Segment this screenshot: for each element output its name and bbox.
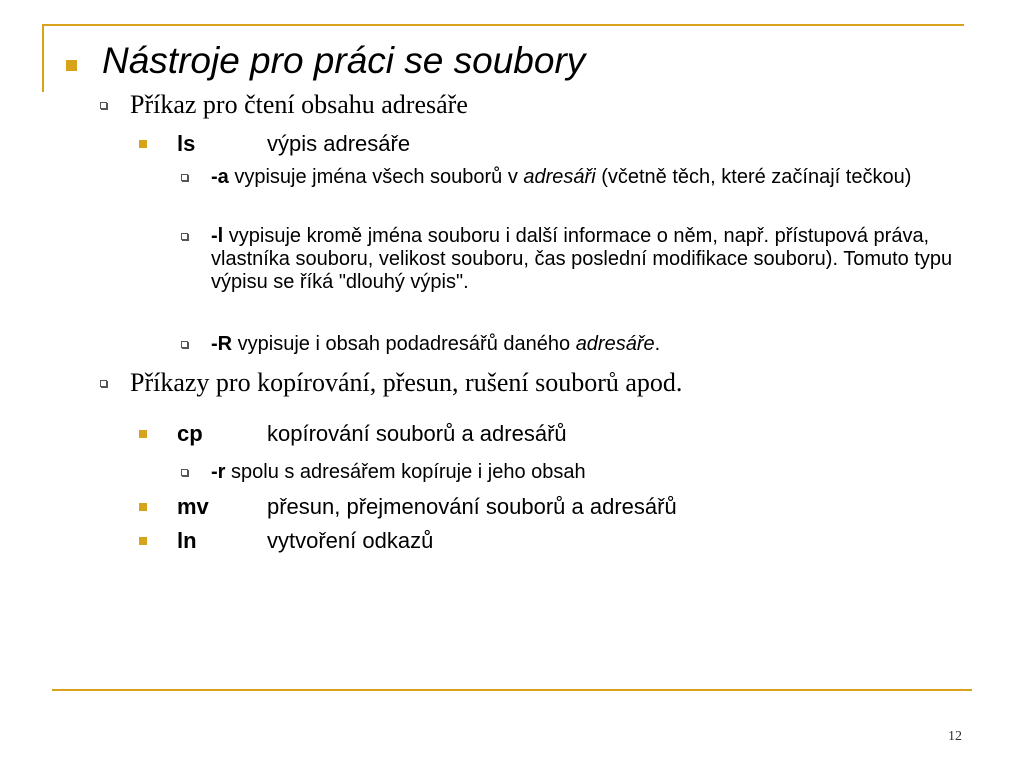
frame-bottom-rule [52,689,972,691]
ls-description: výpis adresáře [267,131,411,156]
frame-top-rule [42,24,964,26]
option-text: (včetně těch, které začínají tečkou) [595,166,912,188]
cp-option-r-text [211,461,961,484]
box-bullet-icon [181,469,188,476]
option-flag: -a [211,166,229,188]
page-number: 12 [948,729,962,744]
option-flag: -l [211,225,224,247]
ls-command: ls [177,131,196,156]
option-text: vypisuje kromě jména souboru i další informace o něm, např. přístupová práva, vlastníka souboru, velikost souboru, čas poslední modifikace souboru). Tomuto typu výpisu se říká "dlouhý výpis". [211,225,953,293]
box-bullet-icon [181,174,188,181]
ln-description: vytvoření odkazů [267,528,434,553]
cp-description: kopírování souborů a adresářů [267,421,567,446]
mv-description: přesun, přejmenování souborů a adresářů [267,494,677,519]
option-text: . [654,333,661,355]
cp-command: cp [177,421,203,446]
square-bullet-icon [139,430,147,438]
box-bullet-icon [181,341,188,348]
box-bullet-icon [181,233,188,240]
option-text: vypisuje jména všech souborů v [228,166,524,188]
option-flag: -R [211,333,233,355]
section-copy-text: Příkazy pro kopírování, přesun, rušení souborů apod. [130,368,683,397]
ls-option-l-text [211,225,961,294]
box-bullet-icon [100,380,107,387]
slide-title: Nástroje pro práci se soubory [102,40,586,81]
frame-left-rule [42,24,44,92]
square-bullet-icon [66,60,77,71]
option-emphasis: adresáře [575,333,655,355]
square-bullet-icon [139,503,147,511]
option-flag: -r [211,461,226,483]
square-bullet-icon [139,140,147,148]
option-text: spolu s adresářem kopíruje i jeho obsah [225,461,586,483]
mv-command: mv [177,494,209,519]
ls-option-R-text [211,333,961,356]
square-bullet-icon [139,537,147,545]
option-text: vypisuje i obsah podadresářů daného [232,333,576,355]
ln-command: ln [177,528,197,553]
box-bullet-icon [100,102,107,109]
section-read-text: Příkaz pro čtení obsahu adresáře [130,90,468,119]
option-emphasis: adresáři [523,166,596,188]
ls-option-a-text [211,166,961,189]
